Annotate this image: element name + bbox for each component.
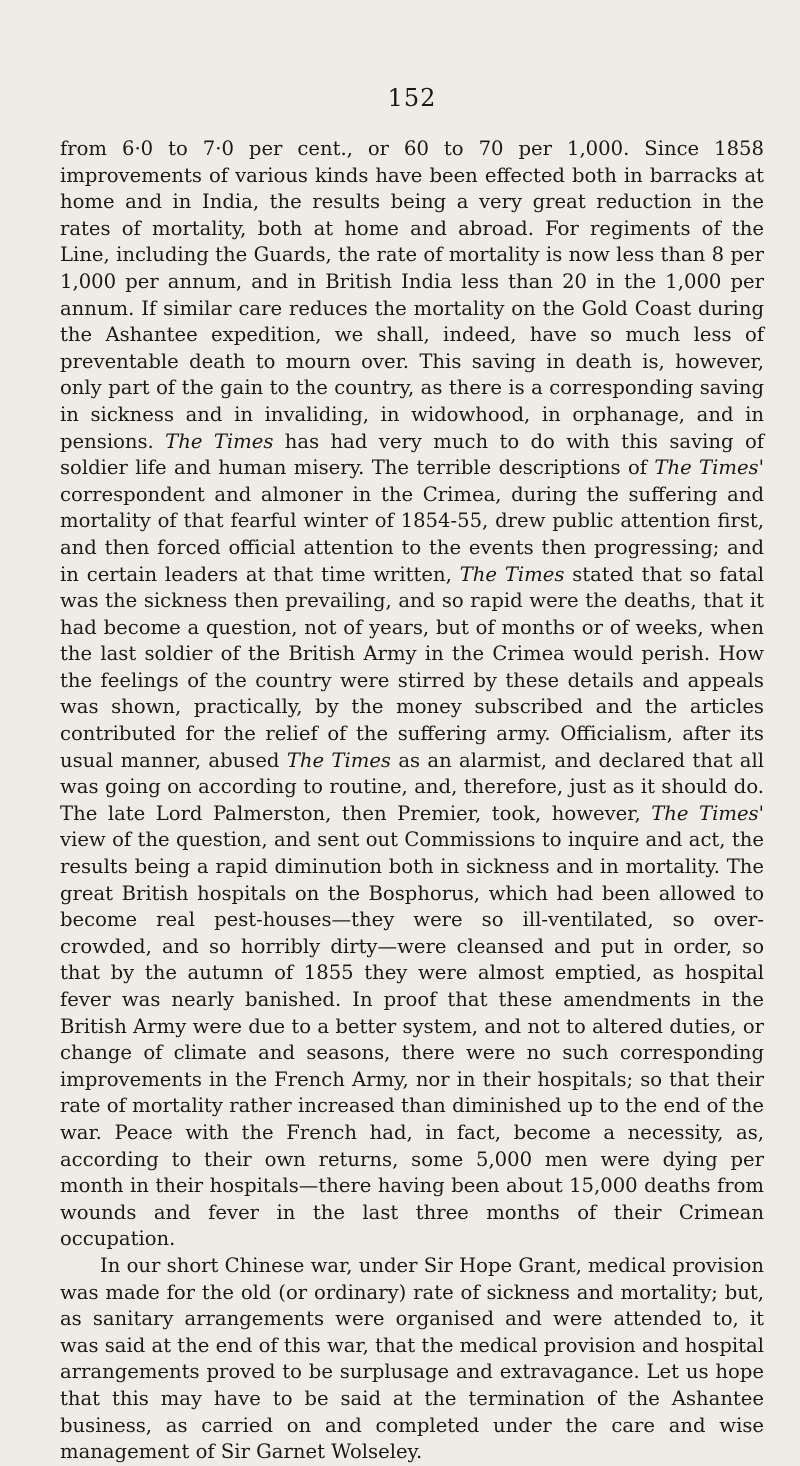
paragraph-1 xyxy=(60,136,764,1253)
newspaper-title: The Times xyxy=(165,429,274,453)
page-number: 152 xyxy=(387,84,437,112)
body-text xyxy=(60,136,764,1466)
newspaper-title: The Times xyxy=(651,801,759,825)
text-run: ' correspondent and almoner in the Crimea, during the suffering and mortality of that fearful winter of 1854-55, drew public attention first, and then forced official attention to the events then progressing; and in certain leaders at that time written, xyxy=(60,456,764,586)
text-run: has had very much to do with this saving of soldier life and human misery. The terrible descriptions of xyxy=(60,429,765,480)
text-run: from 6·0 to 7·0 per cent., or 60 to 70 per 1,000. Since 1858 improvements of various kinds have been effected both in barracks at home and in India, the results being a very great reduction in the rates of mortality, both at home and abroad. For regiments of the Line, including the Guards, the rate of mortality is now less than 8 per 1,000 per annum, and in British India less than 20 in the 1,000 per annum. If similar care reduces the mortality on the Gold Coast during the Ashantee expedition, we shall, indeed, have so much less of preventable death to mourn over. This saving in death is, however, only part of the gain to the country, as there is a corresponding saving in sickness and in invaliding, in widowhood, in orphanage, and in pensions. xyxy=(60,137,764,453)
paragraph-2: In our short Chinese war, under Sir Hope Grant, medical provision was made for the old (or ordinary) rate of sickness and mortality; but, as sanitary arrangements were organised and were attended to, it was said at the end of this war, that the medical provision and hospital arrangements proved to be surplusage and extravagance. Let us hope that this may have to be said at the termination of the Ashantee business, as carried on and completed under the care and wise management of Sir Garnet Wolseley. xyxy=(60,1253,764,1464)
text-run: as an alarmist, and declared that all was going on according to routine, and, therefore, just as it should do. The late Lord Palmerston, then Premier, took, however, xyxy=(60,748,765,825)
text-run: ' view of the question, and sent out Commissions to inquire and act, the results being a rapid diminution both in sickness and in mortality. The great British hospitals on the Bosphorus, which had been allowed to become real pest-houses—they were so ill-ventilated, so over-crowded, and so horribly dirty—were cleansed and put in order, so that by the autumn of 1855 they were almost emptied, as hospital fever was nearly banished. In proof that these amendments in the British Army were due to a better system, and not to altered duties, or change of climate and seasons, there were no such corresponding improvements in the French Army, nor in their hospitals; so that their rate of mortality rather increased than diminished up to the end of the war. Peace with the French had, in fact, become a necessity, as, according to their own returns, some 5,000 men were dying per month in their hospitals—there having been about 15,000 deaths from wounds and fever in the last three months of their Crimean occupation. xyxy=(60,801,765,1251)
newspaper-title: The Times xyxy=(654,456,759,480)
text-run: stated that so fatal was the sickness then prevailing, and so rapid were the deaths, that it had become a question, not of years, but of months or of weeks, when the last soldier of the British Army in the Crimea would perish. How the feelings of the country were stirred by these details and appeals was shown, practically, by the money subscribed and the articles contributed for the relief of the suffering army. Officialism, after its usual manner, abused xyxy=(60,562,764,772)
newspaper-title: The Times xyxy=(286,748,391,772)
newspaper-title: The Times xyxy=(459,562,565,586)
